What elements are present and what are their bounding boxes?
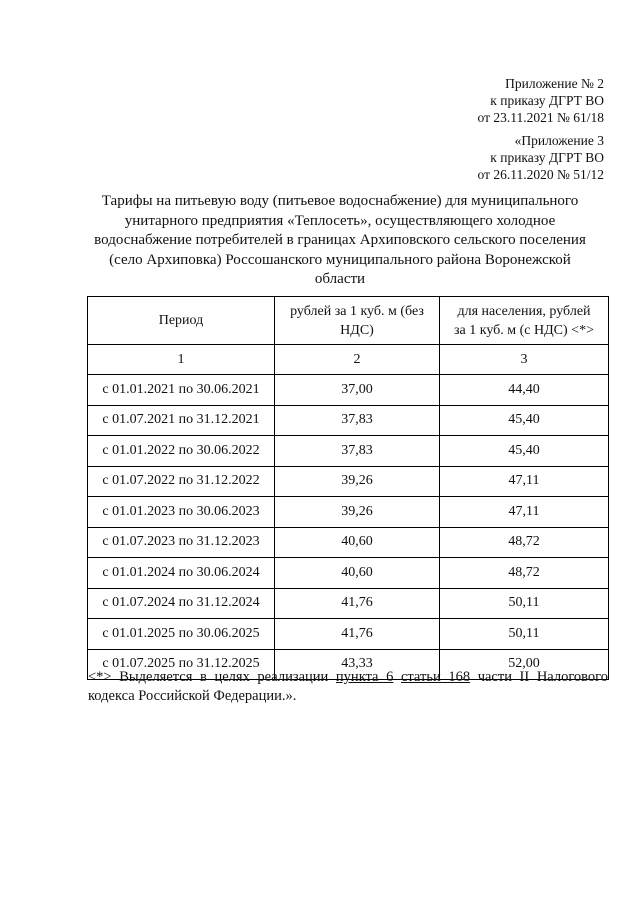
table-row: [88, 436, 609, 467]
legal-reference-link[interactable]: пункта 6: [335, 669, 394, 685]
header-price-no-vat: [275, 297, 440, 345]
cell-price-no-vat: 39,26: [275, 497, 440, 528]
cell-period: с 01.01.2024 по 30.06.2024: [88, 558, 275, 589]
header-line: рублей за 1 куб. м (без: [290, 303, 424, 319]
table-header-row: [88, 297, 609, 345]
table-row: [88, 375, 609, 406]
title-line: Тарифы на питьевую воду (питьевое водоснабжение) для муниципального: [101, 193, 579, 209]
header-line: «Приложение 3: [514, 133, 604, 148]
cell-period: с 01.07.2023 по 31.12.2023: [88, 527, 275, 558]
table-row: [88, 588, 609, 619]
header-line: от 26.11.2020 № 51/12: [477, 167, 604, 182]
cell-period: с 01.01.2021 по 30.06.2021: [88, 375, 275, 406]
cell-price-no-vat: 37,83: [275, 436, 440, 467]
cell-price-no-vat: 37,83: [275, 405, 440, 436]
header-price-with-vat: [440, 297, 609, 345]
title-line: водоснабжение потребителей в границах Архиповского сельского поселения: [94, 232, 586, 248]
footnote-text: <*> Выделяется в целях реализации: [88, 669, 336, 685]
cell-price-no-vat: 43,33: [275, 649, 440, 680]
footnote: [88, 668, 608, 706]
cell-price-with-vat: 45,40: [440, 436, 609, 467]
tariff-table: [87, 296, 609, 680]
cell-price-with-vat: 52,00: [440, 649, 609, 680]
cell-price-with-vat: 47,11: [440, 466, 609, 497]
header-line: НДС): [340, 322, 374, 338]
cell-price-no-vat: 40,60: [275, 558, 440, 589]
column-number-row: [88, 345, 609, 375]
cell-price-no-vat: 41,76: [275, 619, 440, 650]
table-row: [88, 527, 609, 558]
header-line: Приложение № 2: [505, 76, 604, 91]
footnote-space: [393, 669, 401, 685]
document-title: [80, 192, 600, 290]
cell-price-with-vat: 48,72: [440, 527, 609, 558]
header-line: к приказу ДГРТ ВО: [490, 150, 604, 165]
cell-period: с 01.01.2022 по 30.06.2022: [88, 436, 275, 467]
appendix-header: [478, 75, 604, 126]
cell-price-with-vat: 50,11: [440, 588, 609, 619]
cell-period: с 01.07.2024 по 31.12.2024: [88, 588, 275, 619]
title-line: (село Архиповка) Россошанского муниципального района Воронежской: [109, 251, 571, 268]
table-row: [88, 558, 609, 589]
column-number: 1: [88, 345, 275, 375]
table-row: [88, 405, 609, 436]
title-line: унитарного предприятия «Теплосеть», осуществляющего холодное: [124, 212, 556, 229]
table-row: [88, 497, 609, 528]
header-line: к приказу ДГРТ ВО: [490, 93, 604, 108]
table-row: [88, 619, 609, 650]
cell-price-with-vat: 45,40: [440, 405, 609, 436]
cell-price-with-vat: 44,40: [440, 375, 609, 406]
cell-period: с 01.07.2022 по 31.12.2022: [88, 466, 275, 497]
cell-price-with-vat: 50,11: [440, 619, 609, 650]
cell-period: с 01.01.2023 по 30.06.2023: [88, 497, 275, 528]
footnote-text: части II Налогового кодекса Российской Федерации.».: [88, 669, 609, 704]
header-period: Период: [88, 297, 275, 345]
table-row: [88, 466, 609, 497]
title-line: области: [314, 271, 366, 287]
cell-price-with-vat: 47,11: [440, 497, 609, 528]
cell-price-no-vat: 40,60: [275, 527, 440, 558]
cell-price-no-vat: 37,00: [275, 375, 440, 406]
cell-price-no-vat: 41,76: [275, 588, 440, 619]
cell-period: с 01.07.2025 по 31.12.2025: [88, 649, 275, 680]
column-number: 2: [275, 345, 440, 375]
original-appendix-header: [478, 132, 604, 183]
header-line: за 1 куб. м (с НДС) <*>: [454, 322, 594, 338]
cell-period: с 01.07.2021 по 31.12.2021: [88, 405, 275, 436]
legal-reference-link[interactable]: статьи 168: [400, 669, 471, 685]
header-line: от 23.11.2021 № 61/18: [477, 110, 604, 125]
column-number: 3: [440, 345, 609, 375]
cell-price-no-vat: 39,26: [275, 466, 440, 497]
cell-price-with-vat: 48,72: [440, 558, 609, 589]
header-line: для населения, рублей: [457, 303, 591, 319]
cell-period: с 01.01.2025 по 30.06.2025: [88, 619, 275, 650]
